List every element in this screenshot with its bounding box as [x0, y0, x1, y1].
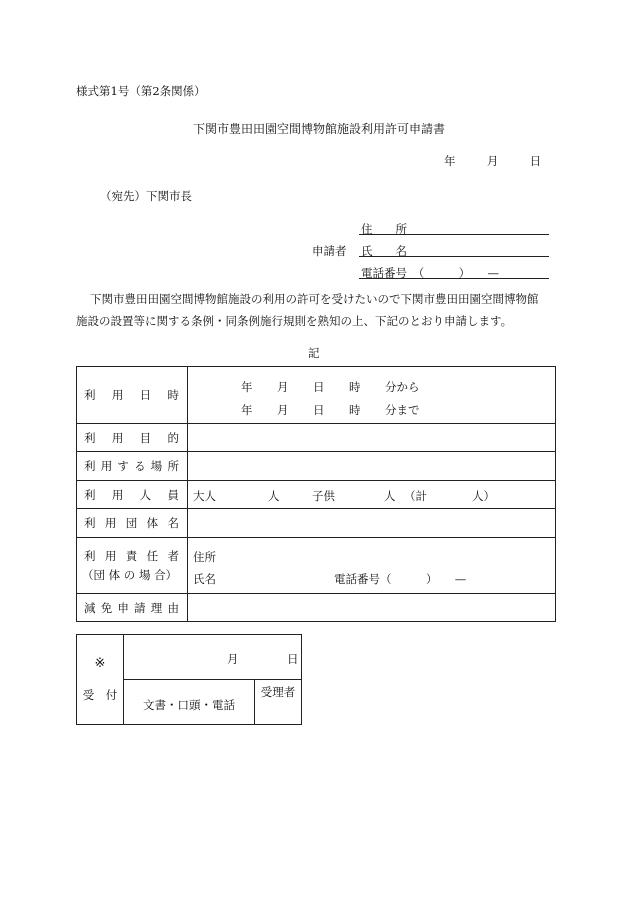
datetime-to: 年 月 日 時 分まで: [241, 403, 420, 417]
applicant-name-line: [359, 241, 549, 257]
responsible-name-label: 氏名: [193, 572, 216, 586]
reduction-field[interactable]: [188, 594, 556, 622]
total-label: （計: [404, 489, 427, 503]
label-people: 利 用 人 員: [84, 487, 179, 502]
label-place: 利 用 す る 場 所: [84, 459, 179, 473]
label-responsible-sub: （団 体 の 場 合）: [82, 568, 178, 582]
responsible-phone-label: 電話番号（ ） —: [334, 572, 467, 586]
purpose-field[interactable]: [188, 424, 556, 452]
receipt-box: [76, 634, 302, 725]
datetime-field[interactable]: [188, 367, 556, 424]
form-number: 様式第1号（第2条関係）: [76, 84, 206, 98]
receipt-day: 日: [287, 652, 299, 666]
receipt-methods[interactable]: 文書・口頭・電話: [124, 680, 255, 725]
children-unit: 人: [384, 489, 396, 503]
receipt-month: 月: [227, 652, 239, 666]
date-month: 月: [486, 154, 499, 168]
row-purpose: [77, 424, 556, 452]
datetime-from: 年 月 日 時 分から: [241, 380, 420, 394]
addressee: （宛先）下関市長: [100, 189, 192, 203]
receipt-receiver[interactable]: 受理者: [255, 680, 302, 725]
label-reduction: 減 免 申 請 理 由: [84, 600, 179, 615]
date-day: 日: [529, 154, 542, 168]
adults-unit: 人: [268, 489, 280, 503]
label-group: 利 用 団 体 名: [84, 516, 179, 530]
adults-label: 大人: [193, 489, 216, 503]
applicant-label: 申請者: [312, 244, 347, 258]
place-field[interactable]: [188, 452, 556, 481]
people-field[interactable]: [188, 481, 556, 509]
label-responsible: 利 用 責 任 者: [84, 549, 179, 563]
applicant-phone-line: [359, 263, 549, 279]
row-responsible: [77, 538, 556, 594]
body-text-line1: 下関市豊田田園空間博物館施設の利用の許可を受けたいので下関市豊田田園空間博物館: [90, 292, 539, 306]
applicant-phone-label: 電話番号 （ ） —: [361, 266, 499, 280]
label-purpose: 利 用 目 的: [84, 430, 179, 445]
applicant-name-label: 氏 名: [361, 244, 407, 258]
total-unit: 人）: [472, 489, 495, 503]
body-text-line2: 施設の設置等に関する条例・同条例施行規則を熟知の上、下記のとおり申請します。: [76, 314, 513, 328]
children-label: 子供: [312, 489, 335, 503]
date-year: 年: [444, 154, 456, 168]
responsible-field[interactable]: [188, 538, 556, 594]
receipt-label: 受 付: [82, 688, 118, 702]
date-line: [444, 153, 541, 169]
row-reduction: [77, 594, 556, 622]
ki-heading: 記: [308, 346, 320, 360]
applicant-address-line: [359, 219, 549, 235]
group-field[interactable]: [188, 509, 556, 538]
receipt-date-field[interactable]: [124, 635, 302, 680]
applicant-address-label: 住 所: [361, 222, 407, 236]
row-datetime: [77, 367, 556, 424]
label-datetime: 利 用 日 時: [84, 388, 179, 402]
row-group: [77, 509, 556, 538]
row-place: [77, 452, 556, 481]
page-title: 下関市豊田田園空間博物館施設利用許可申請書: [193, 122, 446, 136]
application-table: [76, 366, 556, 622]
responsible-address-label: 住所: [193, 550, 216, 564]
row-people: [77, 481, 556, 509]
receipt-mark: ※: [94, 656, 106, 671]
